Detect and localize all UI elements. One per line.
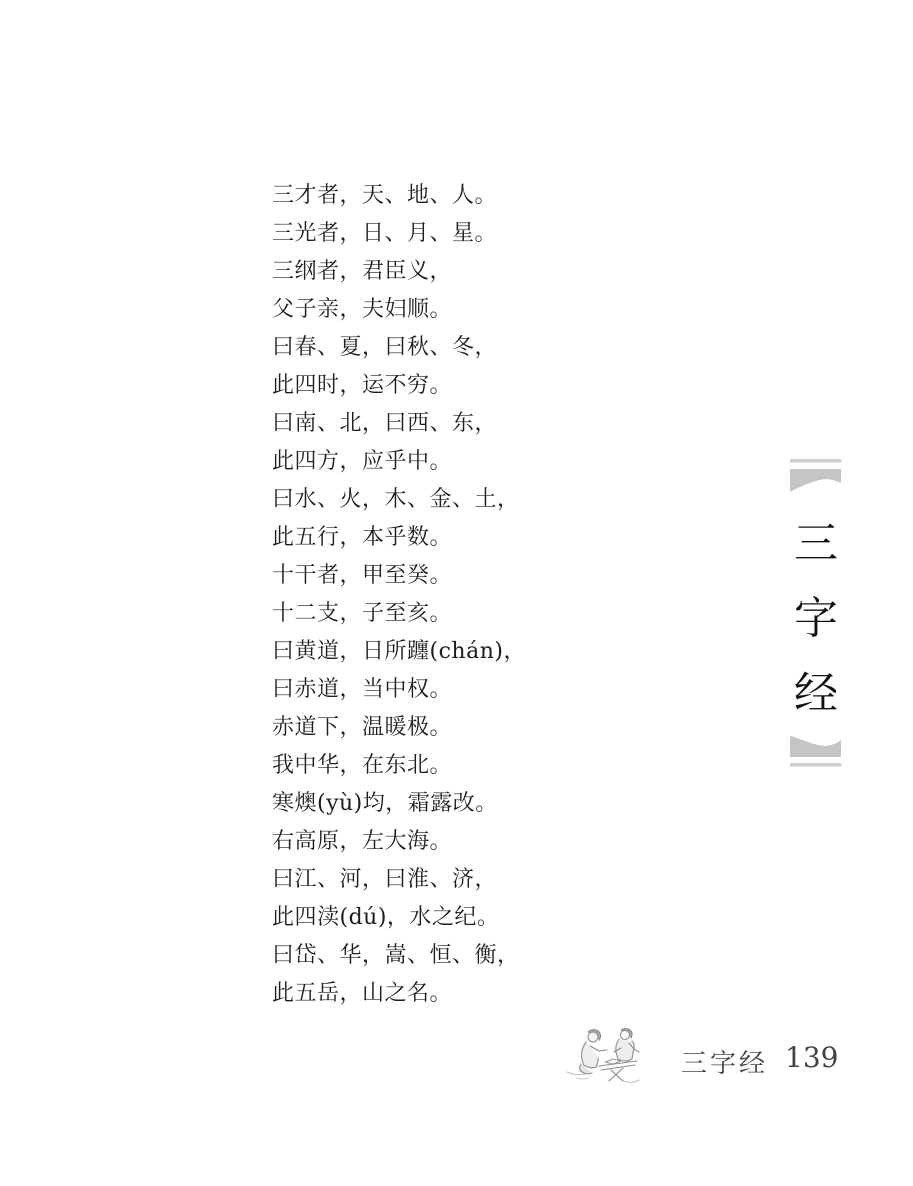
text-line: 曰春、夏，曰秋、冬，	[272, 335, 498, 360]
text-line: 此五岳，山之名。	[272, 981, 453, 1006]
text-line: 曰岱、华，嵩、恒、衡，	[272, 943, 520, 968]
text-line: 十二支，子至亥。	[272, 601, 453, 626]
text-line: 曰黄道，日所躔(chán)，	[272, 639, 526, 664]
chapter-title-char: 字	[794, 593, 838, 644]
footer-book-title: 三字经	[681, 1049, 769, 1079]
text-line: 曰赤道，当中权。	[272, 677, 453, 702]
chapter-title-char: 经	[794, 668, 838, 719]
main-text-block	[272, 177, 602, 1013]
chapter-tab	[788, 455, 844, 770]
text-line: 此四时，运不穷。	[272, 373, 453, 398]
text-line: 曰水、火，木、金、土，	[272, 487, 520, 512]
text-line: 三纲者，君臣义，	[272, 259, 453, 284]
footer-page-number: 139	[785, 1041, 839, 1074]
text-line: 右高原，左大海。	[272, 829, 453, 854]
text-line: 三光者，日、月、星。	[272, 221, 498, 246]
text-line: 此四方，应乎中。	[272, 449, 453, 474]
chapter-title-vertical	[788, 506, 844, 731]
children-studying-illustration	[563, 1024, 657, 1086]
text-line: 我中华，在东北。	[272, 753, 453, 778]
text-line: 此四渎(dú)，水之纪。	[272, 905, 500, 930]
text-line: 此五行，本乎数。	[272, 525, 453, 550]
text-line: 寒燠(yù)均，霜露改。	[272, 791, 498, 816]
text-line: 父子亲，夫妇顺。	[272, 297, 453, 322]
text-line: 曰南、北，曰西、东，	[272, 411, 498, 436]
text-line: 曰江、河，曰淮、济，	[272, 867, 498, 892]
text-line: 三才者，天、地、人。	[272, 183, 498, 208]
text-line: 赤道下，温暖极。	[272, 715, 453, 740]
bookmark-ribbon-bottom-icon	[790, 733, 841, 771]
chapter-title-char: 三	[794, 518, 838, 569]
text-line: 十干者，甲至癸。	[272, 563, 453, 588]
bookmark-ribbon-top-icon	[790, 457, 841, 495]
